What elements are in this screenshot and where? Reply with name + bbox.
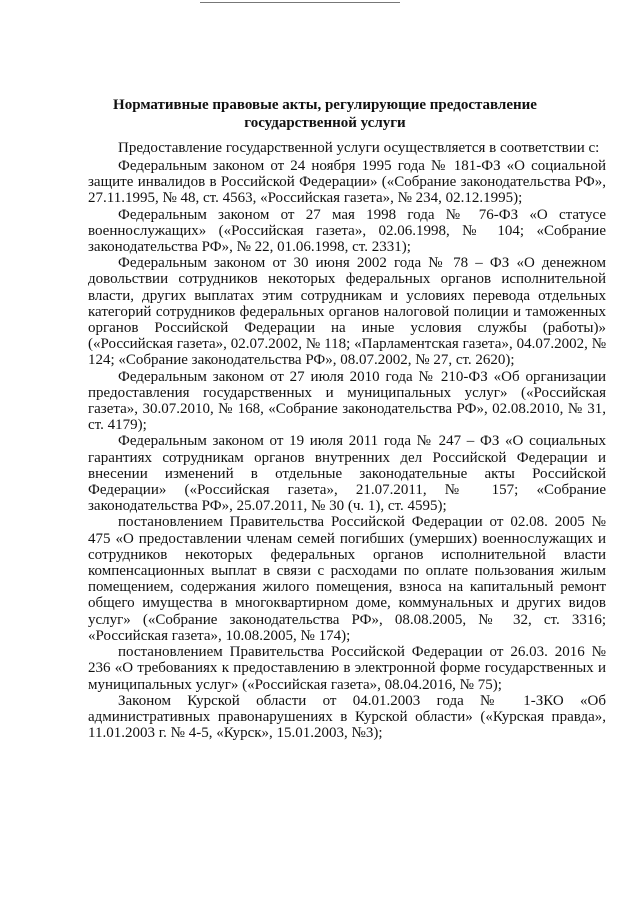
intro-paragraph: Предоставление государственной услуги осуществляется в соответствии с: bbox=[118, 140, 600, 156]
act-kursk-regional-law: Законом Курской области от 04.01.2003 года № 1-ЗКО «Об административных правонарушениях в Курской области» («Курская правда», 11.01.2003 г. № 4-5, «Курск», 15.01.2003, №3); bbox=[88, 692, 606, 742]
document-title bbox=[90, 96, 560, 132]
acts-list bbox=[88, 158, 606, 741]
act-federal-law-78: Федеральным законом от 30 июня 2002 года № 78 – ФЗ «О денежном довольствии сотрудников некоторых федеральных органов исполнительной власти, других выплатах этим сотрудникам и условиях перевода отдельных категорий сотрудников федеральных органов налоговой полиции и таможенных органов Российской Федерации на иные условия службы (работы)» («Российская газета», 02.07.2002, № 118; «Парламентская газета», 04.07.2002, № 124; «Собрание законодательства РФ», 08.07.2002, № 27, ст. 2620); bbox=[88, 255, 606, 369]
top-rule bbox=[200, 2, 400, 3]
act-federal-law-247: Федеральным законом от 19 июля 2011 года № 247 – ФЗ «О социальных гарантиях сотрудникам органов внутренних дел Российской Федерации и внесении изменений в отдельные законодательные акты Российской Федерации» («Российская газета», 21.07.2011, № 157; «Собрание законодательства РФ», 25.07.2011, № 30 (ч. 1), ст. 4595); bbox=[88, 433, 606, 515]
act-federal-law-181: Федеральным законом от 24 ноября 1995 года № 181-ФЗ «О социальной защите инвалидов в Российской Федерации» («Собрание законодательства РФ», 27.11.1995, № 48, ст. 4563, «Российская газета», № 234, 02.12.1995); bbox=[88, 158, 606, 207]
document-title-line-1: Нормативные правовые акты, регулирующие предоставление bbox=[113, 97, 537, 113]
act-government-resolution-236: постановлением Правительства Российской Федерации от 26.03. 2016 № 236 «О требованиях к предоставлению в электронной форме государственных и муниципальных услуг» («Российская газета», 08.04.2016, № 75); bbox=[88, 644, 606, 693]
act-federal-law-210: Федеральным законом от 27 июля 2010 года № 210-ФЗ «Об организации предоставления государственных и муниципальных услуг» («Российская газета», 30.07.2010, № 168, «Собрание законодательства РФ», 02.08.2010, № 31, ст. 4179); bbox=[88, 368, 606, 434]
act-federal-law-76: Федеральным законом от 27 мая 1998 года № 76-ФЗ «О статусе военнослужащих» («Российская газета», 02.06.1998, № 104; «Собрание законодательства РФ», № 22, 01.06.1998, ст. 2331); bbox=[88, 206, 606, 256]
act-government-resolution-475: постановлением Правительства Российской Федерации от 02.08. 2005 № 475 «О предоставлении членам семей погибших (умерших) военнослужащих и сотрудников некоторых федеральных органов исполнительной власти компенсационных выплат в связи с расходами по оплате пользования жилым помещением, содержания жилого помещения, взноса на капитальный ремонт общего имущества в многоквартирном доме, коммунальных и других видов услуг» («Собрание законодательства РФ», 08.08.2005, № 32, ст. 3316; «Российская газета», 10.08.2005, № 174); bbox=[88, 514, 606, 644]
document-title-line-2: государственной услуги bbox=[244, 115, 406, 131]
